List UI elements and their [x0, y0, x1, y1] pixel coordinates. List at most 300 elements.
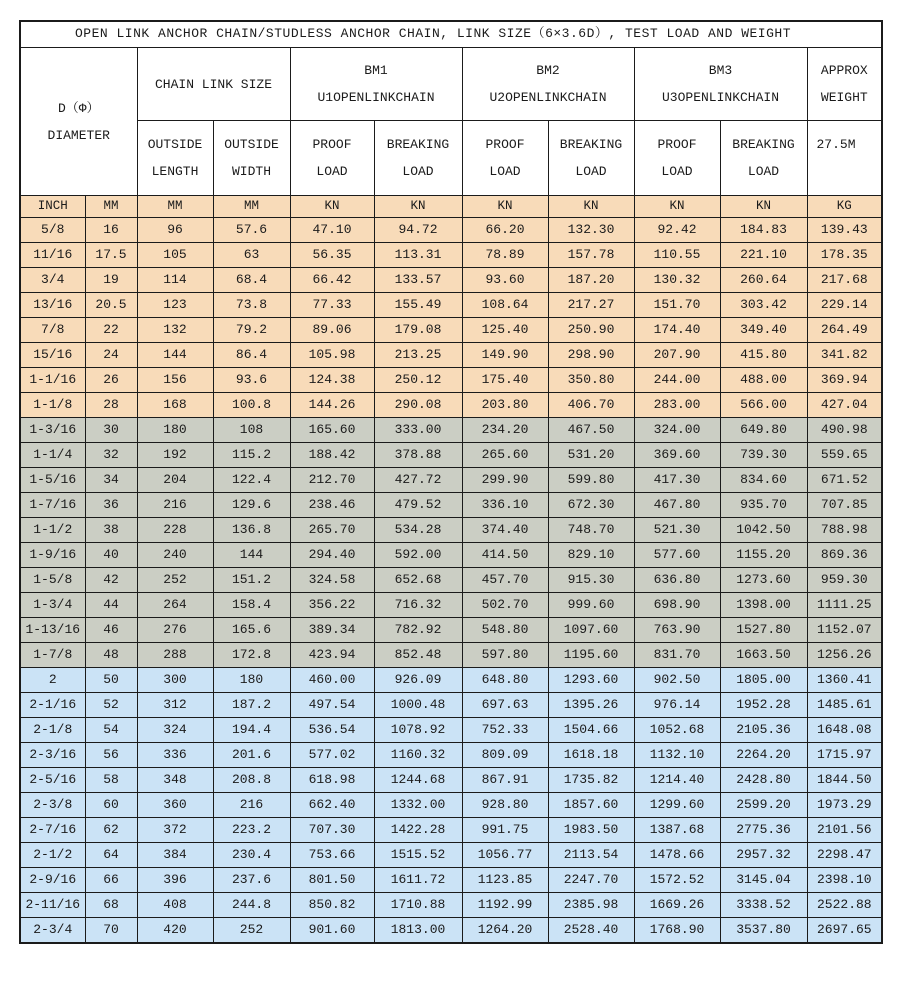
cell: 488.00 [720, 368, 807, 393]
cell: 50 [85, 668, 137, 693]
cell: 298.90 [548, 343, 634, 368]
cell: 47.10 [290, 218, 374, 243]
cell: 122.4 [213, 468, 290, 493]
table-row [20, 768, 882, 793]
table-row [20, 668, 882, 693]
cell: 534.28 [374, 518, 462, 543]
cell: 490.98 [807, 418, 882, 443]
cell: 1387.68 [634, 818, 720, 843]
cell: 132 [137, 318, 213, 343]
cell: 3338.52 [720, 893, 807, 918]
cell: 1422.28 [374, 818, 462, 843]
cell: 312 [137, 693, 213, 718]
unit-kn-bm2-proof: KN [462, 196, 548, 218]
cell: 350.80 [548, 368, 634, 393]
cell: 238.46 [290, 493, 374, 518]
cell: 96 [137, 218, 213, 243]
cell: 174.40 [634, 318, 720, 343]
cell: 1-7/8 [20, 643, 85, 668]
cell: 636.80 [634, 568, 720, 593]
cell: 467.80 [634, 493, 720, 518]
unit-mm-length: MM [137, 196, 213, 218]
cell: 62 [85, 818, 137, 843]
cell: 752.33 [462, 718, 548, 743]
cell: 133.57 [374, 268, 462, 293]
cell: 867.91 [462, 768, 548, 793]
cell: 294.40 [290, 543, 374, 568]
cell: 2264.20 [720, 743, 807, 768]
cell: 22 [85, 318, 137, 343]
cell: 79.2 [213, 318, 290, 343]
cell: 739.30 [720, 443, 807, 468]
table-row [20, 793, 882, 818]
header-outside-length: OUTSIDE LENGTH [137, 121, 213, 196]
cell: 2-1/8 [20, 718, 85, 743]
cell: 3/4 [20, 268, 85, 293]
table-row [20, 818, 882, 843]
cell: 1768.90 [634, 918, 720, 944]
cell: 1-1/8 [20, 393, 85, 418]
cell: 2 [20, 668, 85, 693]
cell: 1-9/16 [20, 543, 85, 568]
table-row [20, 418, 882, 443]
cell: 70 [85, 918, 137, 944]
cell: 1-3/16 [20, 418, 85, 443]
cell: 467.50 [548, 418, 634, 443]
table-row [20, 443, 882, 468]
cell: 77.33 [290, 293, 374, 318]
table-row [20, 343, 882, 368]
cell: 1669.26 [634, 893, 720, 918]
cell: 1-7/16 [20, 493, 85, 518]
cell: 801.50 [290, 868, 374, 893]
cell: 132.30 [548, 218, 634, 243]
cell: 130.32 [634, 268, 720, 293]
cell: 1735.82 [548, 768, 634, 793]
cell: 17.5 [85, 243, 137, 268]
header-approx-weight [807, 48, 882, 121]
unit-mm-diameter: MM [85, 196, 137, 218]
cell: 260.64 [720, 268, 807, 293]
cell: 113.31 [374, 243, 462, 268]
cell: 1155.20 [720, 543, 807, 568]
cell: 16 [85, 218, 137, 243]
cell: 149.90 [462, 343, 548, 368]
cell: 1813.00 [374, 918, 462, 944]
chain-spec-table [19, 20, 883, 944]
cell: 2599.20 [720, 793, 807, 818]
cell: 1973.29 [807, 793, 882, 818]
cell: 788.98 [807, 518, 882, 543]
cell: 250.12 [374, 368, 462, 393]
cell: 24 [85, 343, 137, 368]
cell: 2697.65 [807, 918, 882, 944]
cell: 1299.60 [634, 793, 720, 818]
cell: 662.40 [290, 793, 374, 818]
cell: 457.70 [462, 568, 548, 593]
table-row [20, 743, 882, 768]
cell: 1527.80 [720, 618, 807, 643]
table-row [20, 493, 882, 518]
cell: 178.35 [807, 243, 882, 268]
cell: 108.64 [462, 293, 548, 318]
cell: 959.30 [807, 568, 882, 593]
cell: 414.50 [462, 543, 548, 568]
cell: 11/16 [20, 243, 85, 268]
cell: 372 [137, 818, 213, 843]
cell: 2385.98 [548, 893, 634, 918]
cell: 2957.32 [720, 843, 807, 868]
cell: 38 [85, 518, 137, 543]
cell: 66.20 [462, 218, 548, 243]
cell: 1398.00 [720, 593, 807, 618]
cell: 125.40 [462, 318, 548, 343]
table-row [20, 568, 882, 593]
cell: 100.8 [213, 393, 290, 418]
cell: 1000.48 [374, 693, 462, 718]
unit-kn-bm1-breaking: KN [374, 196, 462, 218]
cell: 460.00 [290, 668, 374, 693]
cell: 531.20 [548, 443, 634, 468]
header-row-sub [20, 121, 882, 196]
cell: 86.4 [213, 343, 290, 368]
table-row [20, 368, 882, 393]
cell: 44 [85, 593, 137, 618]
header-breaking-load-bm3: BREAKING LOAD [720, 121, 807, 196]
cell: 223.2 [213, 818, 290, 843]
cell: 188.42 [290, 443, 374, 468]
table-row [20, 593, 882, 618]
cell: 1504.66 [548, 718, 634, 743]
cell: 158.4 [213, 593, 290, 618]
cell: 19 [85, 268, 137, 293]
cell: 252 [213, 918, 290, 944]
cell: 389.34 [290, 618, 374, 643]
cell: 333.00 [374, 418, 462, 443]
cell: 57.6 [213, 218, 290, 243]
table-row [20, 293, 882, 318]
cell: 829.10 [548, 543, 634, 568]
cell: 203.80 [462, 393, 548, 418]
cell: 265.60 [462, 443, 548, 468]
cell: 577.60 [634, 543, 720, 568]
cell: 32 [85, 443, 137, 468]
cell: 13/16 [20, 293, 85, 318]
cell: 497.54 [290, 693, 374, 718]
header-diameter [20, 48, 137, 196]
table-row [20, 518, 882, 543]
cell: 369.60 [634, 443, 720, 468]
cell: 1611.72 [374, 868, 462, 893]
cell: 2101.56 [807, 818, 882, 843]
cell: 1360.41 [807, 668, 882, 693]
cell: 157.78 [548, 243, 634, 268]
cell: 1648.08 [807, 718, 882, 743]
header-bm3-code: BM3 [708, 63, 733, 78]
cell: 1805.00 [720, 668, 807, 693]
cell: 753.66 [290, 843, 374, 868]
table-row [20, 543, 882, 568]
cell: 48 [85, 643, 137, 668]
cell: 124.38 [290, 368, 374, 393]
table-row [20, 393, 882, 418]
cell: 180 [213, 668, 290, 693]
cell: 423.94 [290, 643, 374, 668]
cell: 229.14 [807, 293, 882, 318]
cell: 384 [137, 843, 213, 868]
cell: 1-1/4 [20, 443, 85, 468]
cell: 716.32 [374, 593, 462, 618]
cell: 276 [137, 618, 213, 643]
cell: 1-5/8 [20, 568, 85, 593]
cell: 1056.77 [462, 843, 548, 868]
cell: 26 [85, 368, 137, 393]
cell: 36 [85, 493, 137, 518]
cell: 172.8 [213, 643, 290, 668]
cell: 559.65 [807, 443, 882, 468]
title-row [20, 21, 882, 48]
cell: 114 [137, 268, 213, 293]
header-bm1 [290, 48, 462, 121]
table-row [20, 318, 882, 343]
cell: 151.2 [213, 568, 290, 593]
table-row [20, 843, 882, 868]
cell: 2528.40 [548, 918, 634, 944]
cell: 831.70 [634, 643, 720, 668]
cell: 300 [137, 668, 213, 693]
cell: 1-5/16 [20, 468, 85, 493]
cell: 204 [137, 468, 213, 493]
cell: 360 [137, 793, 213, 818]
cell: 155.49 [374, 293, 462, 318]
cell: 60 [85, 793, 137, 818]
cell: 1515.52 [374, 843, 462, 868]
cell: 324.00 [634, 418, 720, 443]
table-body [20, 218, 882, 944]
cell: 1395.26 [548, 693, 634, 718]
header-approx-weight-line1: APPROX [820, 63, 868, 78]
cell: 7/8 [20, 318, 85, 343]
cell: 427.04 [807, 393, 882, 418]
cell: 1042.50 [720, 518, 807, 543]
cell: 168 [137, 393, 213, 418]
cell: 230.4 [213, 843, 290, 868]
cell: 290.08 [374, 393, 462, 418]
cell: 250.90 [548, 318, 634, 343]
header-bm1-label: U1OPENLINKCHAIN [317, 90, 435, 105]
cell: 93.6 [213, 368, 290, 393]
cell: 179.08 [374, 318, 462, 343]
cell: 264 [137, 593, 213, 618]
cell: 1273.60 [720, 568, 807, 593]
cell: 288 [137, 643, 213, 668]
cell: 1844.50 [807, 768, 882, 793]
cell: 144.26 [290, 393, 374, 418]
cell: 2428.80 [720, 768, 807, 793]
cell: 763.90 [634, 618, 720, 643]
cell: 336.10 [462, 493, 548, 518]
cell: 336 [137, 743, 213, 768]
cell: 30 [85, 418, 137, 443]
cell: 1078.92 [374, 718, 462, 743]
header-bm2 [462, 48, 634, 121]
cell: 1264.20 [462, 918, 548, 944]
unit-inch: INCH [20, 196, 85, 218]
cell: 303.42 [720, 293, 807, 318]
unit-mm-width: MM [213, 196, 290, 218]
cell: 374.40 [462, 518, 548, 543]
table-row [20, 468, 882, 493]
cell: 809.09 [462, 743, 548, 768]
cell: 64 [85, 843, 137, 868]
cell: 66.42 [290, 268, 374, 293]
cell: 1618.18 [548, 743, 634, 768]
cell: 192 [137, 443, 213, 468]
cell: 378.88 [374, 443, 462, 468]
cell: 2522.88 [807, 893, 882, 918]
cell: 105 [137, 243, 213, 268]
cell: 2247.70 [548, 868, 634, 893]
cell: 217.68 [807, 268, 882, 293]
header-proof-load-bm3: PROOF LOAD [634, 121, 720, 196]
cell: 652.68 [374, 568, 462, 593]
cell: 536.54 [290, 718, 374, 743]
cell: 228 [137, 518, 213, 543]
cell: 94.72 [374, 218, 462, 243]
cell: 244.8 [213, 893, 290, 918]
cell: 592.00 [374, 543, 462, 568]
cell: 240 [137, 543, 213, 568]
cell: 1952.28 [720, 693, 807, 718]
cell: 56 [85, 743, 137, 768]
header-chain-link-size [137, 48, 290, 121]
cell: 187.20 [548, 268, 634, 293]
cell: 234.20 [462, 418, 548, 443]
cell: 165.60 [290, 418, 374, 443]
cell: 1097.60 [548, 618, 634, 643]
cell: 408 [137, 893, 213, 918]
cell: 1710.88 [374, 893, 462, 918]
cell: 599.80 [548, 468, 634, 493]
cell: 2398.10 [807, 868, 882, 893]
cell: 20.5 [85, 293, 137, 318]
header-bm3-label: U3OPENLINKCHAIN [661, 90, 780, 105]
cell: 348 [137, 768, 213, 793]
cell: 2-3/16 [20, 743, 85, 768]
cell: 110.55 [634, 243, 720, 268]
cell: 212.70 [290, 468, 374, 493]
cell: 216 [213, 793, 290, 818]
cell: 502.70 [462, 593, 548, 618]
cell: 42 [85, 568, 137, 593]
cell: 1132.10 [634, 743, 720, 768]
cell: 707.85 [807, 493, 882, 518]
unit-kn-bm3-breaking: KN [720, 196, 807, 218]
cell: 1-13/16 [20, 618, 85, 643]
cell: 2-1/2 [20, 843, 85, 868]
cell: 1256.26 [807, 643, 882, 668]
cell: 184.83 [720, 218, 807, 243]
header-breaking-load-bm1: BREAKING LOAD [374, 121, 462, 196]
cell: 1293.60 [548, 668, 634, 693]
cell: 3537.80 [720, 918, 807, 944]
cell: 3145.04 [720, 868, 807, 893]
cell: 1152.07 [807, 618, 882, 643]
cell: 105.98 [290, 343, 374, 368]
cell: 1715.97 [807, 743, 882, 768]
header-chain-link-size-label: CHAIN LINK SIZE [154, 76, 273, 92]
cell: 108 [213, 418, 290, 443]
cell: 93.60 [462, 268, 548, 293]
header-bm3 [634, 48, 807, 121]
cell: 180 [137, 418, 213, 443]
cell: 244.00 [634, 368, 720, 393]
unit-kn-bm3-proof: KN [634, 196, 720, 218]
header-proof-load-bm2: PROOF LOAD [462, 121, 548, 196]
cell: 548.80 [462, 618, 548, 643]
cell: 1663.50 [720, 643, 807, 668]
cell: 1123.85 [462, 868, 548, 893]
table-row [20, 693, 882, 718]
table-row [20, 718, 882, 743]
header-weight-per-length: 27.5M [807, 121, 882, 196]
cell: 2-9/16 [20, 868, 85, 893]
cell: 1485.61 [807, 693, 882, 718]
cell: 1-1/16 [20, 368, 85, 393]
cell: 139.43 [807, 218, 882, 243]
table-row [20, 243, 882, 268]
header-diameter-label: DIAMETER [47, 127, 110, 143]
cell: 999.60 [548, 593, 634, 618]
cell: 1244.68 [374, 768, 462, 793]
cell: 341.82 [807, 343, 882, 368]
cell: 2-11/16 [20, 893, 85, 918]
cell: 144 [137, 343, 213, 368]
cell: 265.70 [290, 518, 374, 543]
cell: 901.60 [290, 918, 374, 944]
cell: 92.42 [634, 218, 720, 243]
cell: 672.30 [548, 493, 634, 518]
cell: 2775.36 [720, 818, 807, 843]
cell: 926.09 [374, 668, 462, 693]
cell: 136.8 [213, 518, 290, 543]
cell: 1192.99 [462, 893, 548, 918]
cell: 151.70 [634, 293, 720, 318]
cell: 834.60 [720, 468, 807, 493]
cell: 201.6 [213, 743, 290, 768]
cell: 194.4 [213, 718, 290, 743]
cell: 144 [213, 543, 290, 568]
header-proof-load-bm1: PROOF LOAD [290, 121, 374, 196]
cell: 66 [85, 868, 137, 893]
cell: 521.30 [634, 518, 720, 543]
cell: 40 [85, 543, 137, 568]
cell: 129.6 [213, 493, 290, 518]
header-row-groups [20, 48, 882, 121]
cell: 869.36 [807, 543, 882, 568]
cell: 2298.47 [807, 843, 882, 868]
cell: 577.02 [290, 743, 374, 768]
cell: 2113.54 [548, 843, 634, 868]
cell: 28 [85, 393, 137, 418]
cell: 850.82 [290, 893, 374, 918]
cell: 707.30 [290, 818, 374, 843]
cell: 648.80 [462, 668, 548, 693]
cell: 217.27 [548, 293, 634, 318]
cell: 369.94 [807, 368, 882, 393]
table-title: OPEN LINK ANCHOR CHAIN/STUDLESS ANCHOR CHAIN, LINK SIZE（6×3.6D）, TEST LOAD AND WEIGHT [20, 21, 882, 48]
cell: 2-3/4 [20, 918, 85, 944]
